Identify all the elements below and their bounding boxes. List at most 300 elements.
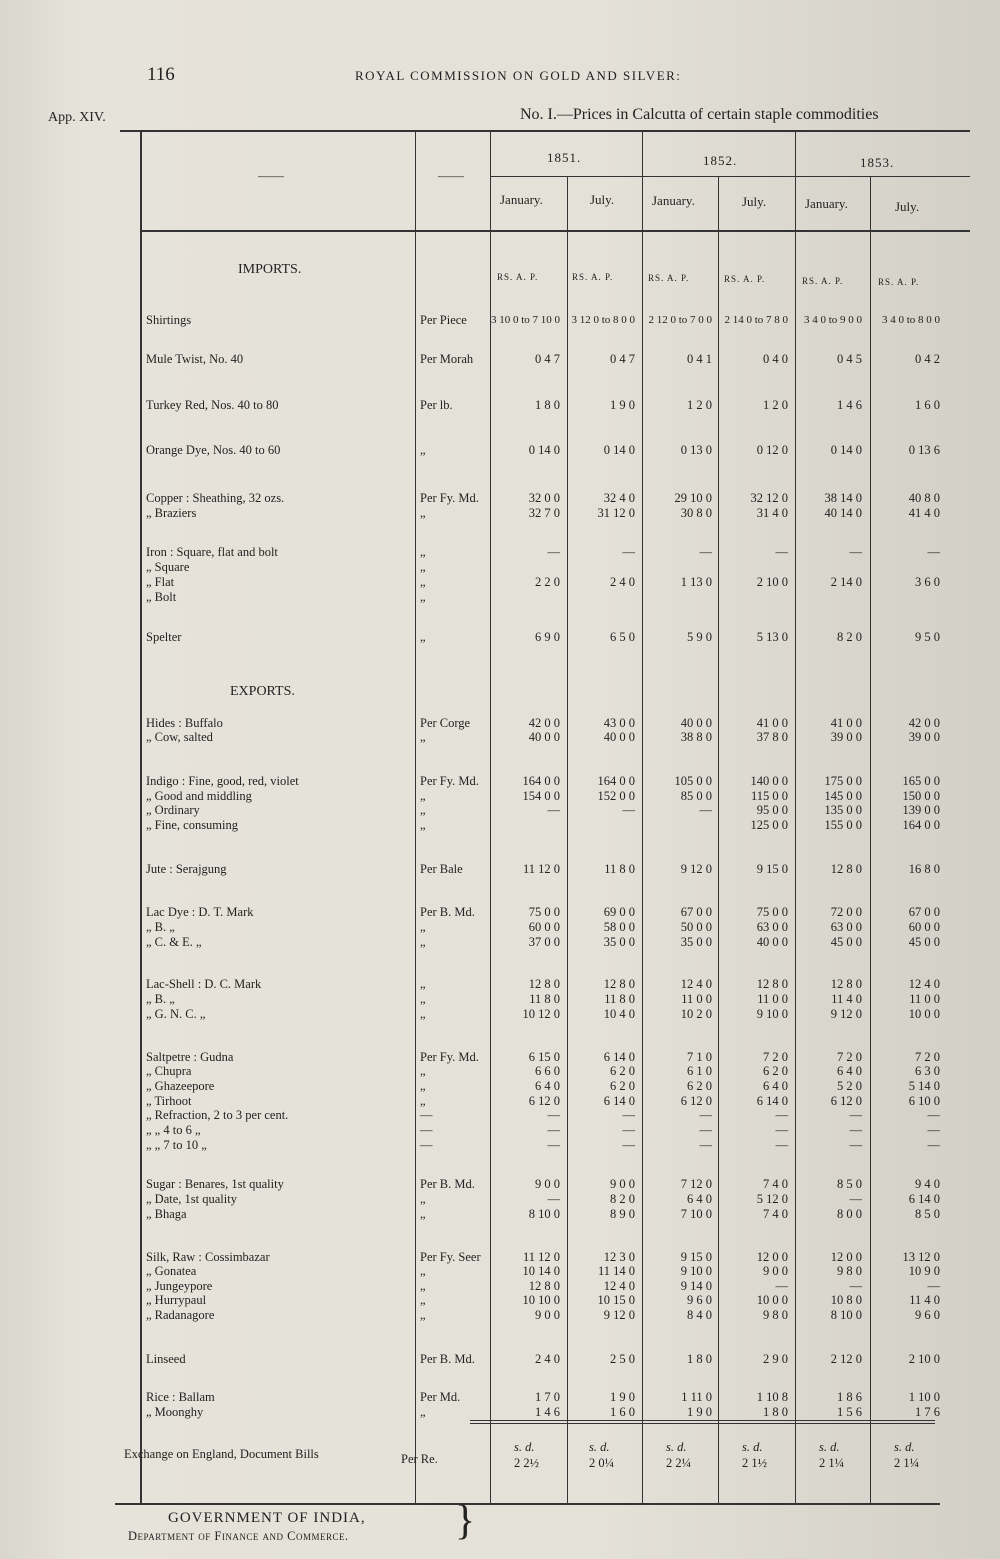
row-unit: „ <box>420 560 426 574</box>
row-label: „ C. & E. „ <box>146 935 202 949</box>
row-label: Rice : Ballam <box>146 1390 215 1404</box>
row-value: — <box>849 1108 862 1122</box>
row-value: 13 12 0 <box>902 1250 940 1264</box>
row-value: 1 10 8 <box>756 1390 788 1404</box>
row-value: 1 7 6 <box>915 1405 940 1419</box>
row-value: 2 12 0 to 7 0 0 <box>648 314 712 326</box>
row-value: 1 9 0 <box>687 1405 712 1419</box>
row-value: 8 0 0 <box>837 1207 862 1221</box>
row-label: „ Moonghy <box>146 1405 204 1419</box>
row-unit: „ <box>420 935 426 949</box>
table-top-rule <box>120 130 970 132</box>
row-label: „ Cow, salted <box>146 730 213 744</box>
month-1853-jan: January. <box>805 196 848 211</box>
month-1851-jan: January. <box>500 192 543 207</box>
row-value: — <box>775 1123 788 1137</box>
row-value: 42 0 0 <box>528 716 560 730</box>
row-value: 6 10 0 <box>908 1094 940 1108</box>
month-1853-jul: July. <box>895 199 920 214</box>
row-label: „ B. „ <box>146 920 175 934</box>
exchange-value: 2 2¼ <box>666 1456 691 1470</box>
row-value: 9 5 0 <box>915 630 940 644</box>
row-value: 6 12 0 <box>528 1094 560 1108</box>
row-value: 6 2 0 <box>610 1079 635 1093</box>
row-value: 12 8 0 <box>603 977 635 991</box>
row-value: — <box>622 1108 635 1122</box>
currency-head-5: RS. A. P. <box>802 276 844 286</box>
label-col-dash: —— <box>258 168 284 183</box>
row-unit: „ <box>420 630 426 644</box>
row-label: Turkey Red, Nos. 40 to 80 <box>146 398 279 412</box>
row-value: 37 0 0 <box>528 935 560 949</box>
row-value: 12 0 0 <box>756 1250 788 1264</box>
row-value: 6 2 0 <box>687 1079 712 1093</box>
page-number: 116 <box>147 64 175 85</box>
row-value: 40 8 0 <box>908 491 940 505</box>
row-value: 12 8 0 <box>830 862 862 876</box>
row-value: 31 4 0 <box>756 506 788 520</box>
row-value: 6 3 0 <box>915 1064 940 1078</box>
row-label: „ G. N. C. „ <box>146 1007 206 1021</box>
unit-col-dash: —— <box>438 168 464 183</box>
row-value: 0 14 0 <box>603 443 635 457</box>
row-value: — <box>775 1279 788 1293</box>
row-value: 2 9 0 <box>763 1352 788 1366</box>
row-label: Jute : Serajgung <box>146 862 227 876</box>
row-value: 8 2 0 <box>610 1192 635 1206</box>
row-value: 5 14 0 <box>908 1079 940 1093</box>
row-label: Saltpetre : Gudna <box>146 1050 234 1064</box>
currency-head-3: RS. A. P. <box>648 273 690 283</box>
exchange-value: 2 0¼ <box>589 1456 614 1470</box>
row-value: — <box>699 1108 712 1122</box>
row-value: 2 14 0 to 7 8 0 <box>724 314 788 326</box>
row-value: 0 4 0 <box>763 352 788 366</box>
row-value: 10 9 0 <box>908 1264 940 1278</box>
row-value: 9 6 0 <box>915 1308 940 1322</box>
row-unit: „ <box>420 545 426 559</box>
row-label: Indigo : Fine, good, red, violet <box>146 774 299 788</box>
row-value: 40 0 0 <box>528 730 560 744</box>
row-unit: „ <box>420 977 426 991</box>
row-unit: „ <box>420 803 426 817</box>
row-unit: „ <box>420 1405 426 1419</box>
exchange-head: s. d. <box>514 1440 535 1454</box>
row-unit: Per Fy. Seer <box>420 1250 481 1264</box>
row-value: 7 1 0 <box>687 1050 712 1064</box>
row-value: 7 2 0 <box>837 1050 862 1064</box>
row-unit: Per B. Md. <box>420 1352 475 1366</box>
row-label: „ Radanagore <box>146 1308 215 1322</box>
row-label: Lac-Shell : D. C. Mark <box>146 977 262 991</box>
row-value: 6 4 0 <box>535 1079 560 1093</box>
row-unit: „ <box>420 1207 426 1221</box>
row-value: — <box>547 1192 560 1206</box>
exports-heading: EXPORTS. <box>230 684 295 699</box>
row-value: 12 0 0 <box>830 1250 862 1264</box>
row-value: 9 10 0 <box>756 1007 788 1021</box>
row-value: 6 2 0 <box>763 1064 788 1078</box>
col-divider-left <box>140 130 142 1503</box>
row-value: 11 0 0 <box>909 992 940 1006</box>
exchange-unit: Per Re. <box>401 1452 438 1466</box>
exchange-value: 2 1¼ <box>894 1456 919 1470</box>
row-label: „ Tirhoot <box>146 1094 192 1108</box>
row-label: „ Fine, consuming <box>146 818 239 832</box>
row-value: 3 12 0 to 8 0 0 <box>571 314 635 326</box>
row-label: Mule Twist, No. 40 <box>146 352 244 366</box>
row-value: 29 10 0 <box>674 491 712 505</box>
row-value: 85 0 0 <box>680 789 712 803</box>
row-label: „ Date, 1st quality <box>146 1192 237 1206</box>
row-unit: „ <box>420 1308 426 1322</box>
footer-department: Department of Finance and Commerce. <box>128 1529 349 1543</box>
row-value: 11 8 0 <box>604 862 635 876</box>
row-unit: — <box>420 1138 433 1152</box>
row-value: 7 12 0 <box>680 1177 712 1191</box>
row-value: 11 4 0 <box>831 992 862 1006</box>
row-value: 63 0 0 <box>830 920 862 934</box>
row-value: 2 10 0 <box>908 1352 940 1366</box>
row-value: 115 0 0 <box>750 789 788 803</box>
row-unit: Per Fy. Md. <box>420 774 479 788</box>
row-unit: „ <box>420 1293 426 1307</box>
row-value: — <box>699 803 712 817</box>
row-unit: „ <box>420 730 426 744</box>
row-value: 10 4 0 <box>603 1007 635 1021</box>
imports-heading: IMPORTS. <box>238 262 302 277</box>
exchange-value: 2 2½ <box>514 1456 539 1470</box>
row-value: 10 12 0 <box>522 1007 560 1021</box>
row-value: 7 10 0 <box>680 1207 712 1221</box>
month-1852-jul: July. <box>742 194 767 209</box>
row-value: 1 8 6 <box>837 1390 862 1404</box>
row-value: 3 4 0 to 8 0 0 <box>881 314 940 326</box>
row-value: 125 0 0 <box>750 818 788 832</box>
row-unit: Per Md. <box>420 1390 461 1404</box>
row-label: Silk, Raw : Cossimbazar <box>146 1250 270 1264</box>
row-value: 7 4 0 <box>763 1207 788 1221</box>
row-value: 72 0 0 <box>830 905 862 919</box>
row-value: — <box>927 1108 940 1122</box>
row-value: — <box>775 545 788 559</box>
exchange-top-rule <box>470 1420 935 1421</box>
row-value: 6 14 0 <box>756 1094 788 1108</box>
row-value: 10 14 0 <box>522 1264 560 1278</box>
col-divider-unit <box>415 130 416 1503</box>
exchange-head: s. d. <box>666 1440 687 1454</box>
row-value: 75 0 0 <box>528 905 560 919</box>
row-value: 9 0 0 <box>535 1177 560 1191</box>
row-value: — <box>547 1108 560 1122</box>
exchange-head: s. d. <box>819 1440 840 1454</box>
row-value: 140 0 0 <box>750 774 788 788</box>
row-unit: „ <box>420 443 426 457</box>
row-value: — <box>699 545 712 559</box>
row-value: 58 0 0 <box>603 920 635 934</box>
row-value: 8 10 0 <box>830 1308 862 1322</box>
row-unit: Per B. Md. <box>420 905 475 919</box>
row-value: — <box>622 1138 635 1152</box>
row-value: 9 12 0 <box>830 1007 862 1021</box>
row-unit: „ <box>420 590 426 604</box>
row-value: 11 4 0 <box>909 1293 940 1307</box>
exchange-top-rule-2 <box>470 1423 935 1424</box>
row-value: — <box>849 1279 862 1293</box>
row-value: 11 12 0 <box>522 862 560 876</box>
row-unit: „ <box>420 1279 426 1293</box>
row-value: 69 0 0 <box>603 905 635 919</box>
row-value: 152 0 0 <box>597 789 635 803</box>
row-label: „ Flat <box>146 575 175 589</box>
month-1851-jul: July. <box>590 192 615 207</box>
row-value: — <box>699 1123 712 1137</box>
row-value: — <box>849 1138 862 1152</box>
row-unit: „ <box>420 1007 426 1021</box>
row-value: 12 8 0 <box>528 977 560 991</box>
row-value: 0 4 7 <box>610 352 635 366</box>
row-value: 1 4 6 <box>535 1405 560 1419</box>
row-value: 11 8 0 <box>529 992 560 1006</box>
row-value: 11 0 0 <box>757 992 788 1006</box>
row-label: Spelter <box>146 630 182 644</box>
row-value: 32 4 0 <box>603 491 635 505</box>
row-value: 5 13 0 <box>756 630 788 644</box>
row-value: 164 0 0 <box>902 818 940 832</box>
row-value: 11 0 0 <box>681 992 712 1006</box>
footer-brace: } <box>455 1498 476 1544</box>
row-value: 7 2 0 <box>915 1050 940 1064</box>
row-value: 150 0 0 <box>902 789 940 803</box>
row-unit: „ <box>420 818 426 832</box>
row-value: 0 13 6 <box>908 443 940 457</box>
exchange-head: s. d. <box>894 1440 915 1454</box>
row-value: — <box>622 545 635 559</box>
row-value: 155 0 0 <box>824 818 862 832</box>
row-value: 8 5 0 <box>837 1177 862 1191</box>
row-value: 8 5 0 <box>915 1207 940 1221</box>
row-value: — <box>622 1123 635 1137</box>
row-value: 6 14 0 <box>603 1094 635 1108</box>
row-value: 6 14 0 <box>603 1050 635 1064</box>
row-value: 35 0 0 <box>603 935 635 949</box>
row-value: 164 0 0 <box>597 774 635 788</box>
row-value: 41 4 0 <box>908 506 940 520</box>
row-label: Copper : Sheathing, 32 ozs. <box>146 491 285 505</box>
running-title: ROYAL COMMISSION ON GOLD AND SILVER: <box>355 68 682 83</box>
row-value: 145 0 0 <box>824 789 862 803</box>
row-value: 2 12 0 <box>830 1352 862 1366</box>
row-value: 60 0 0 <box>908 920 940 934</box>
row-label: Hides : Buffalo <box>146 716 223 730</box>
row-value: 67 0 0 <box>908 905 940 919</box>
row-value: 9 6 0 <box>687 1293 712 1307</box>
exchange-value: 2 1½ <box>742 1456 767 1470</box>
row-value: 11 12 0 <box>522 1250 560 1264</box>
row-unit: „ <box>420 992 426 1006</box>
row-value: 8 9 0 <box>610 1207 635 1221</box>
row-value: 42 0 0 <box>908 716 940 730</box>
row-value: 2 4 0 <box>535 1352 560 1366</box>
row-value: 1 5 6 <box>837 1405 862 1419</box>
month-1852-jan: January. <box>652 193 695 208</box>
row-value: 38 14 0 <box>824 491 862 505</box>
row-value: 1 8 0 <box>687 1352 712 1366</box>
currency-head-1: RS. A. P. <box>497 272 539 282</box>
row-value: 6 4 0 <box>687 1192 712 1206</box>
year-1852: 1852. <box>703 153 738 168</box>
row-value: 175 0 0 <box>824 774 862 788</box>
row-value: 7 4 0 <box>763 1177 788 1191</box>
row-value: 0 4 2 <box>915 352 940 366</box>
row-value: — <box>547 1123 560 1137</box>
row-value: 3 4 0 to 9 0 0 <box>803 314 862 326</box>
row-value: 1 10 0 <box>908 1390 940 1404</box>
row-value: 139 0 0 <box>902 803 940 817</box>
row-value: 9 0 0 <box>763 1264 788 1278</box>
row-value: 9 10 0 <box>680 1264 712 1278</box>
row-value: 6 12 0 <box>680 1094 712 1108</box>
row-value: 7 2 0 <box>763 1050 788 1064</box>
row-value: 43 0 0 <box>603 716 635 730</box>
row-value: 2 5 0 <box>610 1352 635 1366</box>
currency-head-6: RS. A. P. <box>878 277 920 287</box>
row-value: 105 0 0 <box>674 774 712 788</box>
row-unit: „ <box>420 789 426 803</box>
row-value: 12 8 0 <box>756 977 788 991</box>
row-unit: „ <box>420 1064 426 1078</box>
row-value: — <box>927 1279 940 1293</box>
row-value: 31 12 0 <box>597 506 635 520</box>
row-value: — <box>849 1123 862 1137</box>
row-value: 0 14 0 <box>528 443 560 457</box>
row-unit: „ <box>420 575 426 589</box>
row-value: 8 2 0 <box>837 630 862 644</box>
row-value: 9 4 0 <box>915 1177 940 1191</box>
row-value: 8 10 0 <box>528 1207 560 1221</box>
row-unit: Per lb. <box>420 398 453 412</box>
row-value: 12 4 0 <box>680 977 712 991</box>
row-unit: Per Fy. Md. <box>420 491 479 505</box>
row-value: 9 12 0 <box>680 862 712 876</box>
exchange-head: s. d. <box>742 1440 763 1454</box>
year-1853: 1853. <box>860 155 895 170</box>
row-value: 40 14 0 <box>824 506 862 520</box>
table-bottom-rule <box>115 1503 940 1505</box>
row-value: 6 2 0 <box>610 1064 635 1078</box>
row-unit: Per Morah <box>420 352 474 366</box>
row-value: 2 4 0 <box>610 575 635 589</box>
row-value: 6 1 0 <box>687 1064 712 1078</box>
row-value: 1 8 0 <box>535 398 560 412</box>
row-value: 6 9 0 <box>535 630 560 644</box>
row-value: 0 4 5 <box>837 352 862 366</box>
row-value: 41 0 0 <box>830 716 862 730</box>
row-value: 6 15 0 <box>528 1050 560 1064</box>
row-value: 6 5 0 <box>610 630 635 644</box>
row-value: 1 13 0 <box>680 575 712 589</box>
row-value: 50 0 0 <box>680 920 712 934</box>
row-value: — <box>775 1138 788 1152</box>
row-value: — <box>699 1138 712 1152</box>
row-label: „ Gonatea <box>146 1264 197 1278</box>
row-value: 40 0 0 <box>680 716 712 730</box>
currency-head-4: RS. A. P. <box>724 274 766 284</box>
row-value: 16 8 0 <box>908 862 940 876</box>
row-value: 11 14 0 <box>597 1264 635 1278</box>
row-value: 8 4 0 <box>687 1308 712 1322</box>
row-value: 9 14 0 <box>680 1279 712 1293</box>
row-value: 63 0 0 <box>756 920 788 934</box>
row-label: „ Bolt <box>146 590 177 604</box>
row-value: 32 7 0 <box>528 506 560 520</box>
row-label: „ Bhaga <box>146 1207 187 1221</box>
row-value: 12 4 0 <box>908 977 940 991</box>
row-value: 1 2 0 <box>763 398 788 412</box>
row-value: 40 0 0 <box>603 730 635 744</box>
row-value: — <box>547 803 560 817</box>
row-value: 6 4 0 <box>837 1064 862 1078</box>
row-value: 12 8 0 <box>528 1279 560 1293</box>
row-value: 1 9 0 <box>610 398 635 412</box>
row-label: „ Hurrypaul <box>146 1293 207 1307</box>
row-label: „ Ordinary <box>146 803 200 817</box>
row-value: 1 6 0 <box>915 398 940 412</box>
row-unit: Per Fy. Md. <box>420 1050 479 1064</box>
row-unit: Per B. Md. <box>420 1177 475 1191</box>
row-value: 6 14 0 <box>908 1192 940 1206</box>
row-value: 95 0 0 <box>756 803 788 817</box>
row-value: 11 8 0 <box>604 992 635 1006</box>
currency-head-2: RS. A. P. <box>572 272 614 282</box>
row-value: 45 0 0 <box>908 935 940 949</box>
row-value: — <box>849 1192 862 1206</box>
row-value: 2 10 0 <box>756 575 788 589</box>
row-value: 6 6 0 <box>535 1064 560 1078</box>
row-label: „ B. „ <box>146 992 175 1006</box>
row-value: 9 8 0 <box>837 1264 862 1278</box>
row-value: 1 7 0 <box>535 1390 560 1404</box>
row-value: 39 0 0 <box>908 730 940 744</box>
row-unit: Per Piece <box>420 313 467 327</box>
row-value: 38 8 0 <box>680 730 712 744</box>
row-unit: „ <box>420 1094 426 1108</box>
row-value: 45 0 0 <box>830 935 862 949</box>
row-label: Shirtings <box>146 313 192 327</box>
row-value: 1 2 0 <box>687 398 712 412</box>
row-label: „ „ 7 to 10 „ <box>146 1138 207 1152</box>
row-value: 30 8 0 <box>680 506 712 520</box>
row-value: 0 4 1 <box>687 352 712 366</box>
row-value: 9 15 0 <box>756 862 788 876</box>
row-value: 10 0 0 <box>908 1007 940 1021</box>
row-unit: — <box>420 1108 433 1122</box>
row-value: 10 2 0 <box>680 1007 712 1021</box>
row-label: Sugar : Benares, 1st quality <box>146 1177 284 1191</box>
row-value: 32 0 0 <box>528 491 560 505</box>
year-subrule <box>490 176 970 177</box>
row-unit: „ <box>420 1192 426 1206</box>
row-value: — <box>775 1108 788 1122</box>
row-value: 1 11 0 <box>681 1390 712 1404</box>
row-value: 1 6 0 <box>610 1405 635 1419</box>
row-value: 35 0 0 <box>680 935 712 949</box>
row-value: — <box>547 1138 560 1152</box>
table-title: No. I.—Prices in Calcutta of certain staple commodities <box>520 106 879 123</box>
row-label: „ Braziers <box>146 506 197 520</box>
row-value: 1 9 0 <box>610 1390 635 1404</box>
row-value: 75 0 0 <box>756 905 788 919</box>
